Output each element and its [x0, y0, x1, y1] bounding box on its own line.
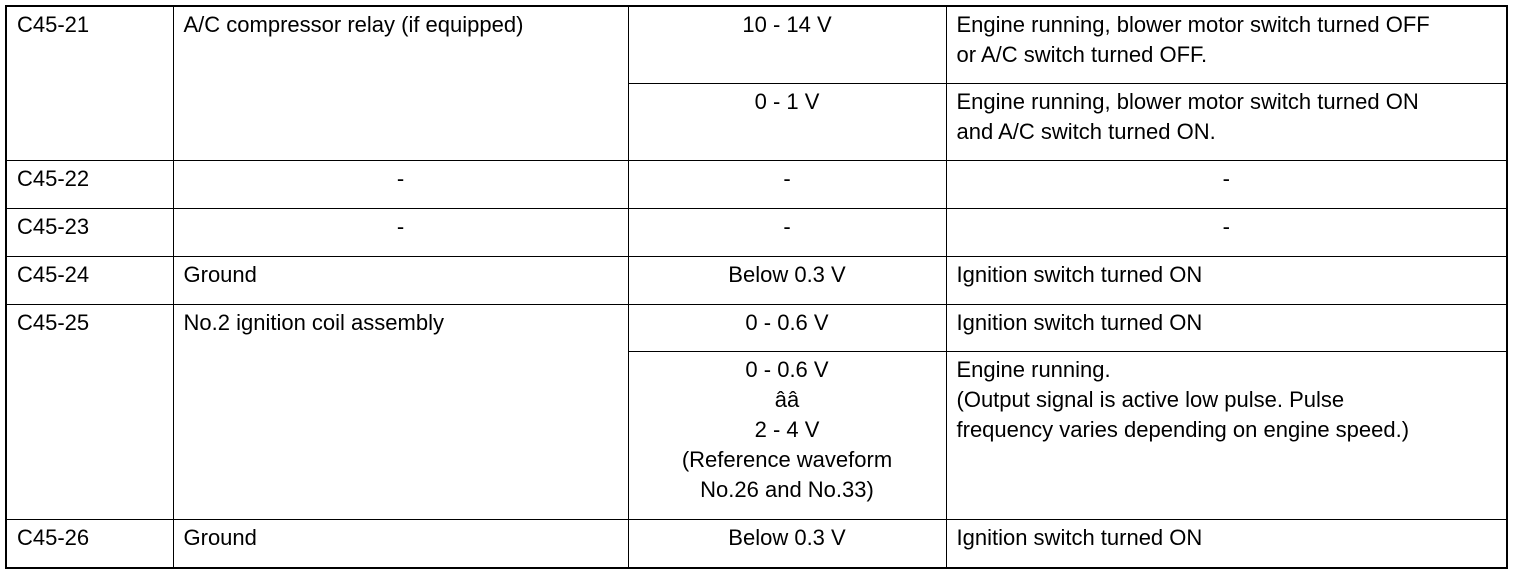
- voltage-line: (Reference waveform: [681, 446, 893, 472]
- condition-line: Engine running, blower motor switch turned ON: [956, 88, 1419, 114]
- description-cell: A/C compressor relay (if equipped): [173, 6, 628, 160]
- voltage-cell: [628, 208, 946, 256]
- condition-line: -: [1222, 165, 1230, 191]
- voltage-line: No.26 and No.33): [700, 476, 874, 502]
- table-row: [6, 304, 1507, 351]
- condition-cell: [946, 351, 1507, 519]
- table-row: [6, 208, 1507, 256]
- voltage-cell: [628, 304, 946, 351]
- condition-cell: [946, 519, 1507, 568]
- terminal-cell: C45-25: [6, 304, 173, 519]
- condition-cell: [946, 208, 1507, 256]
- condition-line: frequency varies depending on engine speed.): [956, 416, 1410, 442]
- terminal-cell: C45-26: [6, 519, 173, 568]
- voltage-line: -: [783, 165, 791, 191]
- voltage-line: Below 0.3 V: [728, 524, 846, 550]
- terminal-cell: C45-21: [6, 6, 173, 160]
- description-cell: -: [173, 208, 628, 256]
- condition-line: Engine running, blower motor switch turned OFF: [956, 12, 1430, 37]
- condition-cell: [946, 304, 1507, 351]
- voltage-line: -: [783, 213, 791, 239]
- terminal-cell: C45-24: [6, 256, 173, 304]
- table-row: [6, 256, 1507, 304]
- table-row: [6, 519, 1507, 568]
- terminal-cell: C45-23: [6, 208, 173, 256]
- voltage-line: Below 0.3 V: [728, 261, 846, 287]
- condition-line: and A/C switch turned ON.: [956, 118, 1216, 144]
- condition-line: -: [1222, 213, 1230, 239]
- description-cell: No.2 ignition coil assembly: [173, 304, 628, 519]
- condition-cell: [946, 256, 1507, 304]
- description-cell: Ground: [173, 519, 628, 568]
- voltage-line: ââ: [774, 386, 800, 412]
- voltage-line: 0 - 1 V: [754, 88, 820, 114]
- condition-cell: [946, 83, 1507, 160]
- condition-line: Ignition switch turned ON: [956, 309, 1203, 335]
- condition-line: Ignition switch turned ON: [956, 524, 1203, 550]
- voltage-line: 2 - 4 V: [754, 416, 820, 442]
- condition-line: Engine running.: [956, 356, 1111, 382]
- voltage-line: 0 - 0.6 V: [745, 356, 829, 382]
- voltage-line: 10 - 14 V: [742, 12, 832, 37]
- description-cell: Ground: [173, 256, 628, 304]
- condition-line: or A/C switch turned OFF.: [956, 42, 1208, 67]
- condition-line: Ignition switch turned ON: [956, 261, 1203, 287]
- voltage-cell: [628, 256, 946, 304]
- voltage-cell: [628, 83, 946, 160]
- description-cell: -: [173, 160, 628, 208]
- condition-line: (Output signal is active low pulse. Pulse: [956, 386, 1345, 412]
- voltage-cell: [628, 351, 946, 519]
- condition-cell: [946, 160, 1507, 208]
- voltage-cell: [628, 6, 946, 83]
- terminal-cell: C45-22: [6, 160, 173, 208]
- condition-cell: [946, 6, 1507, 83]
- voltage-cell: [628, 519, 946, 568]
- table-row: [6, 6, 1507, 83]
- voltage-cell: [628, 160, 946, 208]
- voltage-line: 0 - 0.6 V: [745, 309, 829, 335]
- table-row: [6, 160, 1507, 208]
- terminal-spec-table: [5, 5, 1508, 569]
